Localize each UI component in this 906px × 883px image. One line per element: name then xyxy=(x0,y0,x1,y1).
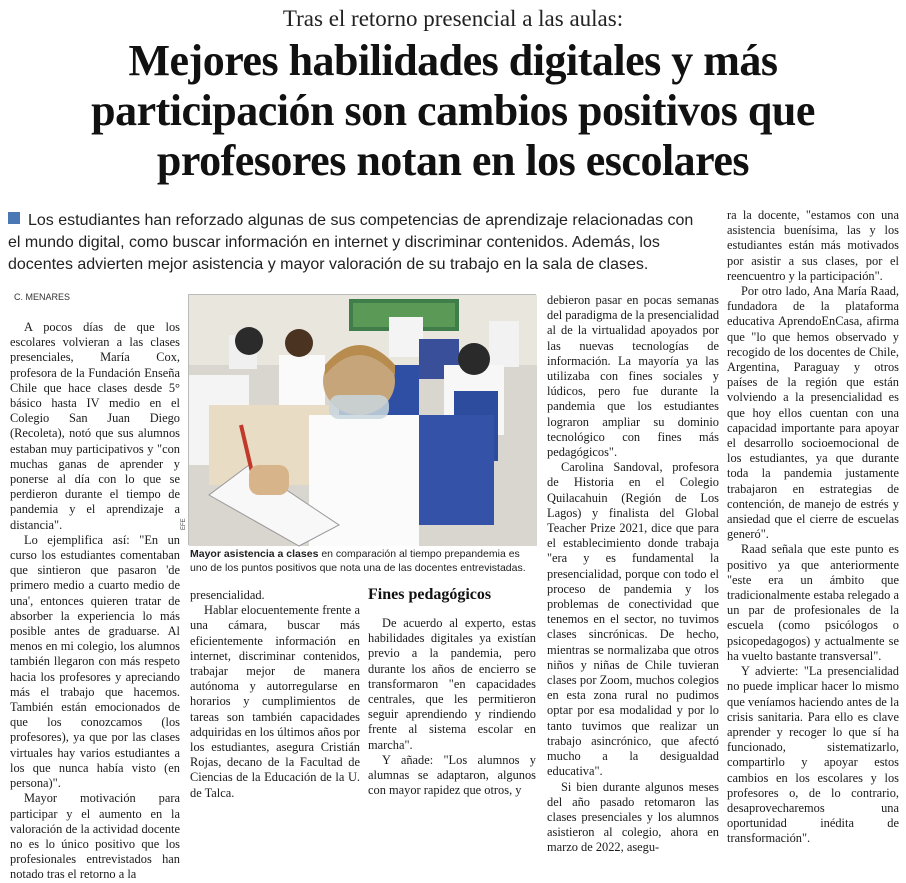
paragraph: Y añade: "Los alumnos y alumnas se adaptaron, algunos con mayor rapidez que otros, y xyxy=(368,752,536,798)
caption-bold: Mayor asistencia a clases xyxy=(190,548,319,560)
lead-text: Los estudiantes han reforzado algunas de sus competencias de aprendizaje relacionadas con el mundo digital, como buscar información en internet y discriminar contenidos. Además, los docentes advierten mejor asistencia y mayor valoración de su trabajo en la sala de clases. xyxy=(8,212,694,273)
paragraph: debieron pasar en pocas semanas del paradigma de la presencialidad al de la virtualidad apoyados por las nuevas tecnologías de información. La mayoría ya las utilizaba con fines sociales y lúdicos, pero fue durante la pandemia que los estudiantes lograron ampliar su dominio tecnológico con fines más pedagógicos". xyxy=(547,293,720,460)
article-column-4 xyxy=(547,293,719,856)
paragraph: Carolina Sandoval, profesora de Historia en el Colegio Quilacahuin (Región de Los Lagos) y finalista del Global Teacher Prize 2021, dice que para el establecimiento donde trabaja "era y es fundamental la presencialidad, porque con todo el proceso de pandemia y los problemas de conectividad que tenemos en el sector, no tuvimos clases sincrónicas. De hecho, mientras se normalizaba que otros niños y niñas de Chile tuvieran clases por Zoom, muchos colegios en esta zona rural no pudimos optar por esa modalidad y por lo tanto tuvimos que realizar un trabajo asincrónico, que afectó mucho a la desigualdad educativa". xyxy=(547,460,719,779)
photo-caption xyxy=(190,548,535,575)
headline: Mejores habilidades digitales y más participación son cambios positivos que profesores notan en los escolares xyxy=(91,36,815,185)
article-column-3 xyxy=(368,616,536,798)
paragraph: Lo ejemplifica así: "En un curso los estudiantes comentaban que sintieron que pasaron 'de primero medio a cuarto medio de una', entonces quieren tratar de absorber la experiencia lo más posible antes de graduarse. Al menos en mi colegio, los alumnos también llegaron con más respeto hacia los profesores y apreciando más el trabajo que hacemos. También están emocionados de que los conozcamos (los profesores), ya que por las clases virtuales hay varios estudiantes a los que nunca había visto (en persona)". xyxy=(10,532,180,791)
paragraph: Por otro lado, Ana María Raad, fundadora de la plataforma educativa AprendoEnCasa, afirma que "lo que hemos observado y recogido de los docentes de Chile, Argentina, Paraguay y otros países de la región que están volviendo a la presencialidad es que hoy ellos cuentan con una capacidad importante para apoyar el desarrollo socioemocional de los estudiantes, ya que durante toda la pandemia justamente trabajaron en estrategias de contención, de manejo de estrés y ansiedad que el cierre de escuelas generó". xyxy=(727,284,899,542)
article-column-2 xyxy=(190,588,360,801)
paragraph: Raad señala que este punto es positivo ya que anteriormente "este era un ámbito que tradicionalmente estaba relegado a un par de profesionales de la escuela (como psicólogos o psicopedagogos) y actualmente se ha vuelto bastante transversal". xyxy=(727,542,899,663)
bullet-square-icon xyxy=(8,212,20,224)
article-column-5 xyxy=(727,208,899,847)
classroom-photo xyxy=(188,294,536,545)
caption-text: en comparación al tiempo prepandemia es uno de los puntos positivos que nota una de las docentes entrevistadas. xyxy=(190,548,526,574)
paragraph: Si bien durante algunos meses del año pasado retomaron las clases presenciales y los alumnos asistieron al colegio, ahora en marzo de 2022, asegu- xyxy=(547,779,719,855)
kicker: Tras el retorno presencial a las aulas: xyxy=(282,6,624,31)
subheading: Fines pedagógicos xyxy=(368,586,492,603)
paragraph: Mayor motivación para participar y el aumento en la valoración de la actividad docente no es lo único positivo que los profesionales entrevistados han notado tras el retorno a la xyxy=(10,791,180,882)
article-column-1 xyxy=(10,320,180,883)
paragraph: De acuerdo al experto, estas habilidades digitales ya existían previo a la pandemia, pero durante los años de encierro se transformaron "en capacidades centrales, que les permitieron seguir aprendiendo y rindiendo frente al sistema escolar en marcha". xyxy=(368,616,536,752)
paragraph: Hablar elocuentemente frente a una cámara, buscar más eficientemente información en internet, discriminar contenidos, trabajar mejor de manera autónoma y autorregularse en horarios y cumplimientos de tareas son también capacidades adquiridas en los últimos años por los estudiantes, asegura Cristián Rojas, decano de la Facultad de Ciencias de la Educación de la U. de Talca. xyxy=(190,603,360,800)
paragraph: Y advierte: "La presencialidad no puede implicar hacer lo mismo que veníamos haciendo antes de la crisis sanitaria. Para ello es clave aprender y recoger lo que sí ha funcionado, sistematizarlo, compartirlo y apoyar estos cambios en los escolares y los profesores o, de lo contrario, desaprovecharemos una oportunidad inédita de transformación". xyxy=(727,664,899,846)
lead-paragraph xyxy=(8,210,708,276)
paragraph: A pocos días de que los escolares volvieran a las clases presenciales, María Cox, profesora de la Fundación Enseña Chile que hace clases desde 5° básico hasta IV medio en el Colegio San Juan Diego (Recoleta), notó que sus alumnos estaban muy participativos y "con muchas ganas de aprender y ponerse al día con lo que se perdieron durante el tiempo de pandemia y el aprendizaje a distancia". xyxy=(10,320,180,532)
students-writing-illustration xyxy=(189,295,537,546)
byline: C. MENARES xyxy=(14,292,71,302)
photo-credit: EFE xyxy=(181,518,187,530)
paragraph: presencialidad. xyxy=(190,588,265,602)
paragraph: ra la docente, "estamos con una asistencia buenísima, las y los estudiantes están más motivados por asistir a sus clases, por el reencuentro y la participación". xyxy=(727,208,899,283)
